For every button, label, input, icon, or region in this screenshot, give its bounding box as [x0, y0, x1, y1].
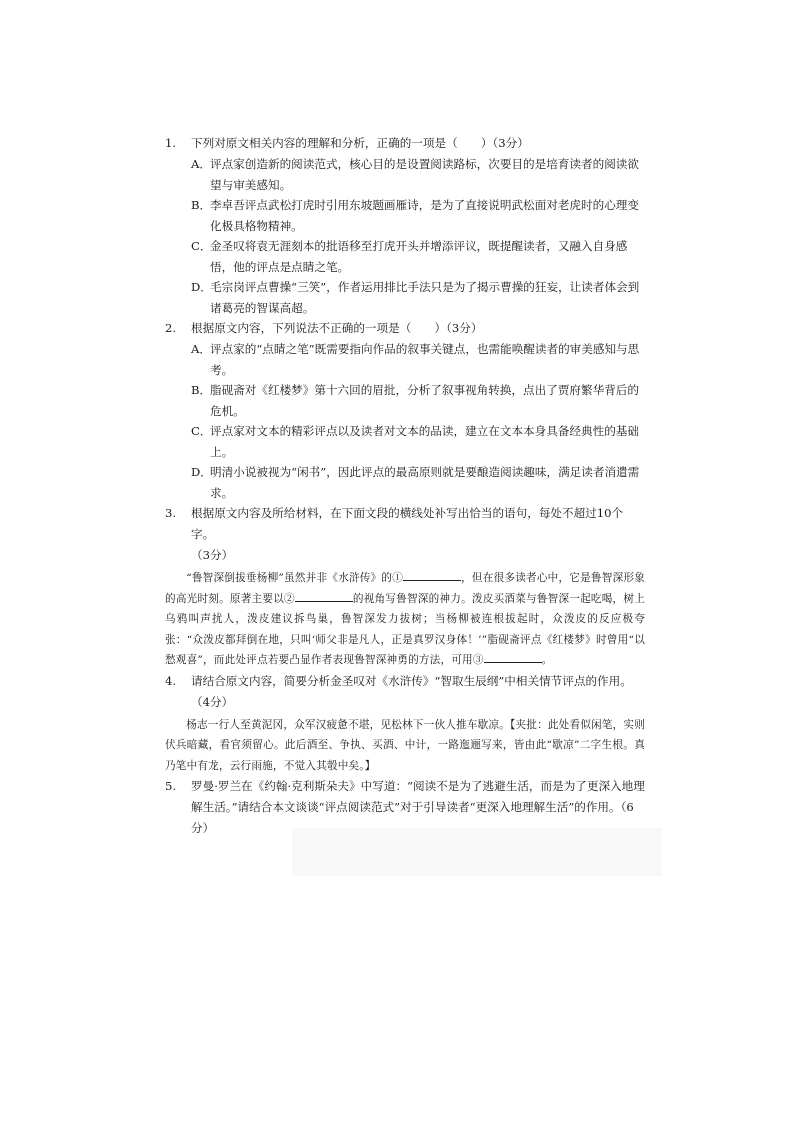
option-text: 评点家对文本的精彩评点以及读者对文本的品读，建立在文本本身具备经典性的基础上。 [210, 424, 639, 459]
option-1c [191, 236, 645, 277]
option-letter: B． [191, 383, 212, 397]
question-stem: 罗曼·罗兰在《约翰·克利斯朵夫》中写道：“阅读不是为了逃避生活，而是为了更深入地理解生活。”请结合本文谈谈“评点阅读范式”对于引导读者“更深入地理解生活”的作用。（6分） [191, 779, 645, 835]
option-2d [191, 462, 645, 503]
question-number: 5. [165, 779, 177, 793]
passage-text: ，但在很多读者心中，它是鲁智深形象的高光时刻。原著主要以② [165, 572, 646, 605]
option-letter: D． [191, 465, 212, 479]
option-1b [191, 195, 645, 236]
question-stem: 根据原文内容及所给材料，在下面文段的横线处补写出恰当的语句，每处不超过10个字。 [191, 506, 624, 541]
question-stem: 请结合原文内容，简要分析金圣叹对《水浒传》“智取生辰纲”中相关情节评点的作用。 [191, 673, 632, 688]
option-1a [191, 154, 645, 195]
option-2b [191, 380, 645, 421]
question-list [165, 133, 645, 839]
option-2c [191, 421, 645, 462]
option-2a [191, 339, 645, 380]
option-text: 评点家创造新的阅读范式，核心目的是设置阅读路标，次要目的是培育读者的阅读欲望与审美感知。 [210, 157, 639, 192]
answer-blank-2[interactable] [295, 589, 353, 602]
option-letter: D． [191, 280, 212, 294]
question-number: 2. [165, 321, 177, 335]
passage-text: 。 [541, 654, 553, 666]
option-letter: A． [191, 342, 211, 356]
question-score: （3分） [191, 548, 234, 562]
question-stem: 下列对原文相关内容的理解和分析，正确的一项是（ ）（3分） [191, 136, 529, 150]
option-letter: C． [191, 239, 212, 253]
question-stem: 根据原文内容，下列说法不正确的一项是（ ）（3分） [191, 321, 483, 335]
option-text: 李卓吾评点武松打虎时引用东坡题画雁诗，是为了直接说明武松面对老虎时的心理变化极具格物精神。 [210, 198, 639, 233]
option-letter: C． [191, 424, 212, 438]
question-score: （4分） [191, 694, 234, 709]
passage-text: “鲁智深倒拔垂杨柳”虽然并非《水浒传》的① [186, 572, 404, 584]
question-1 [165, 133, 645, 154]
q4-passage: 杨志一行人至黄泥冈，众军汉疲惫不堪，见松林下一伙人推车歇凉。【夹批：此处看似闲笔，实则伏兵暗藏，看官须留心。此后酒至、争执、买酒、中计，一路迤逦写来，皆由此“歇凉”二字生根。真乃笔中有龙，云行雨施，不觉入其彀中矣。】 [165, 718, 646, 772]
question-4 [165, 671, 645, 692]
option-text: 脂砚斋对《红楼梦》第十六回的眉批，分析了叙事视角转换，点出了贾府繁华背后的危机。 [210, 383, 639, 418]
q3-passage [165, 568, 645, 671]
answer-blank-1[interactable] [403, 568, 461, 581]
option-text: 毛宗岗评点曹操“三笑”，作者运用排比手法只是为了揭示曹操的狂妄，让读者体会到诸葛亮的智谋高超。 [210, 280, 640, 315]
question-3 [165, 503, 645, 545]
option-text: 评点家的“点睛之笔”既需要指向作品的叙事关键点，也需能唤醒读者的审美感知与思考。 [210, 342, 640, 377]
option-text: 明清小说被视为“闲书”，因此评点的最高原则就是要酿造阅读趣味，满足读者消遣需求。 [210, 465, 640, 500]
answer-blank-3[interactable] [484, 650, 542, 663]
question-2 [165, 318, 645, 339]
question-number: 4. [165, 673, 177, 688]
passage-text: 的视角写鲁智深的神力。泼皮买酒菜与鲁智深一起吃喝，树上乌鸦叫声扰人，泼皮建议拆鸟巢，鲁智深发力拔树；当杨柳被连根拔起时，众泼皮的反应极夸张：“众泼皮都拜倒在地，只叫‘师父非是凡人，正是真罗汉身体！’”脂砚斋评点《红楼梦》时曾用“以愁观喜”，而此处评点若要凸显作者表现鲁智深神勇的方法，可用③ [165, 592, 645, 666]
option-letter: A． [191, 157, 211, 171]
option-1d [191, 277, 645, 318]
scan-smudge [292, 828, 662, 876]
question-number: 1. [165, 136, 177, 150]
question-number: 3. [165, 506, 177, 520]
option-text: 金圣叹将袁无涯刻本的批语移至打虎开头并增添评议，既提醒读者，又融入自身感悟，他的评点是点睛之笔。 [210, 239, 628, 274]
option-letter: B． [191, 198, 212, 212]
